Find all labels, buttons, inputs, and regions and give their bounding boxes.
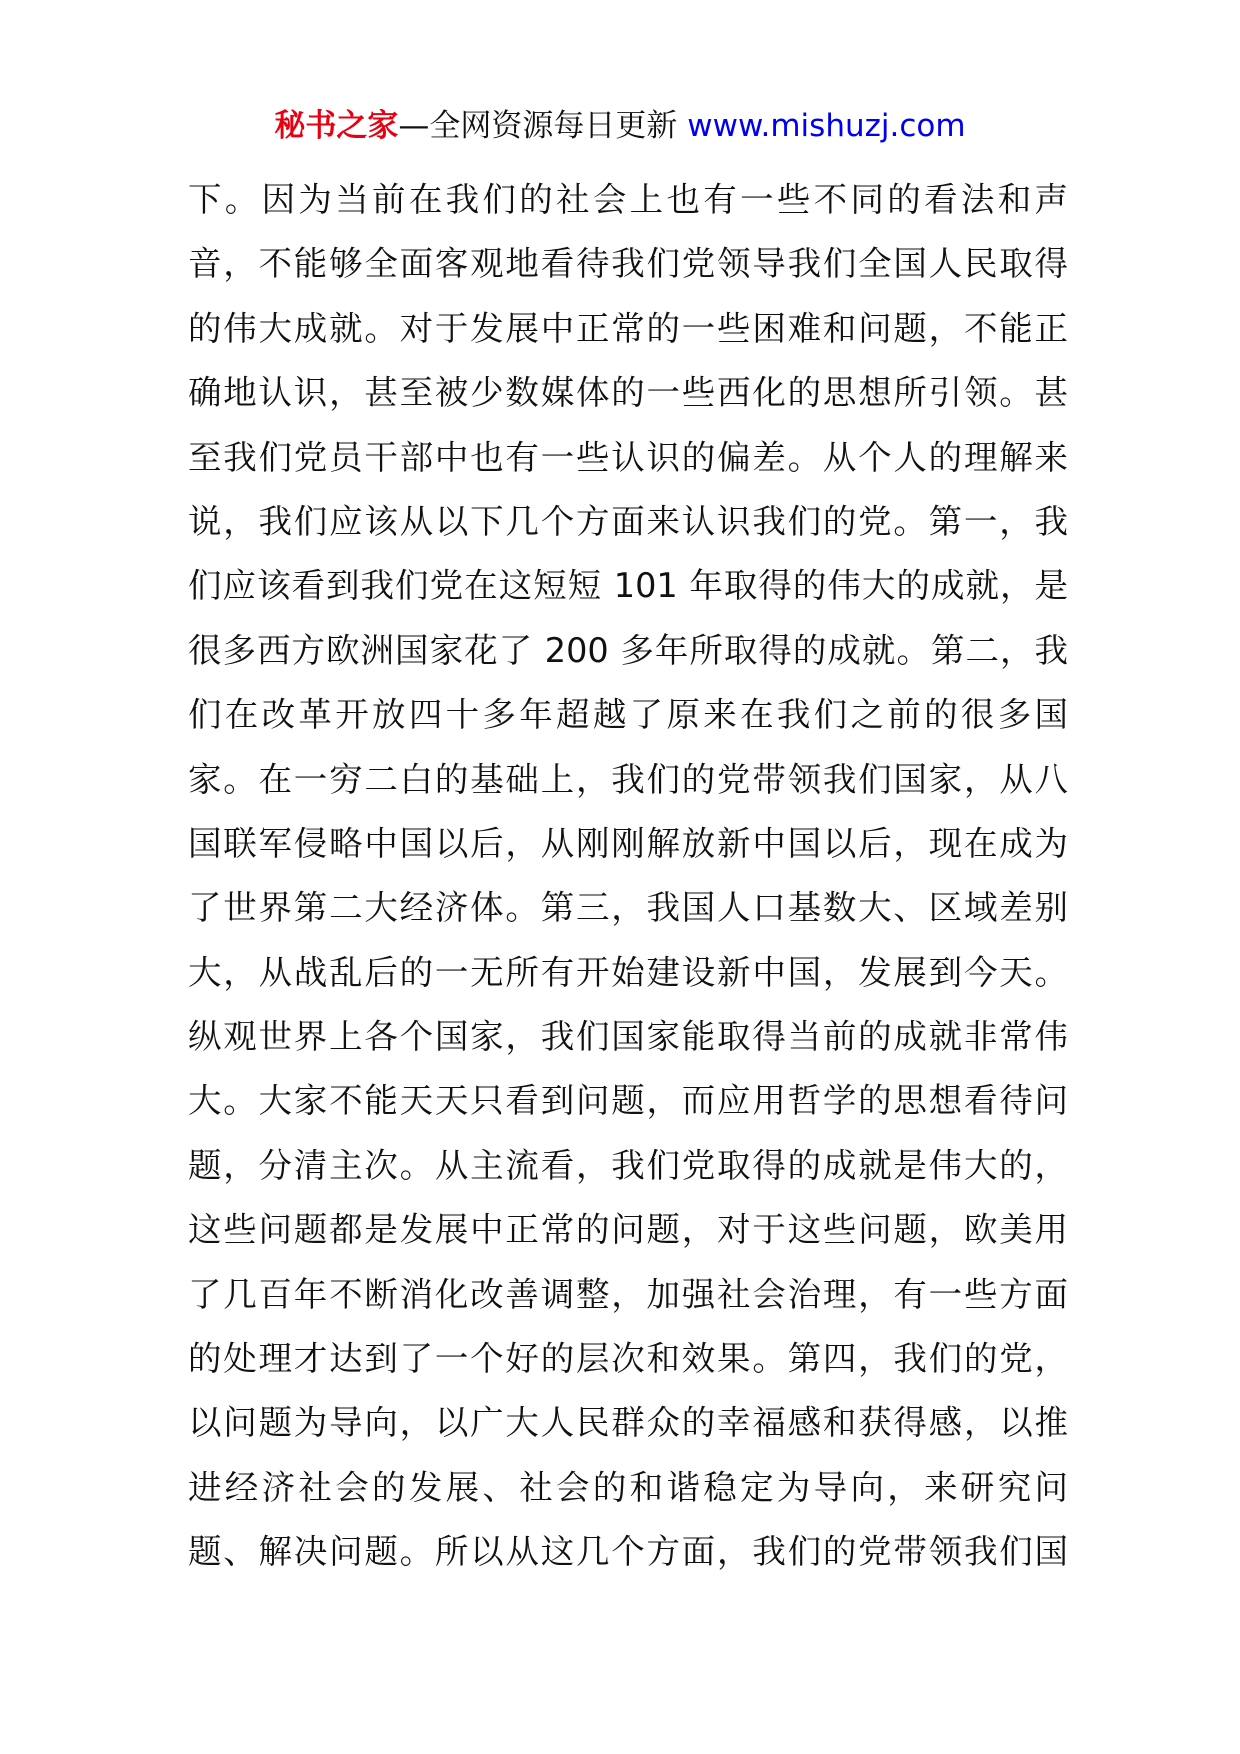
text-line: 至我们党员干部中也有一些认识的偏差。从个人的理解来 xyxy=(188,437,1068,477)
text-line: 们应该看到我们党在这短短 101 年取得的伟大的成就，是 xyxy=(188,566,1068,606)
text-line: 们在改革开放四十多年超越了原来在我们之前的很多国 xyxy=(188,695,1068,735)
text-line: 纵观世界上各个国家，我们国家能取得当前的成就非常伟 xyxy=(188,1017,1068,1057)
page-header xyxy=(0,104,1240,148)
text-line: 题，分清主次。从主流看，我们党取得的成就是伟大的， xyxy=(188,1145,1068,1185)
brand-name: 秘书之家 xyxy=(274,108,399,144)
text-line: 了世界第二大经济体。第三，我国人口基数大、区域差别 xyxy=(188,888,1068,928)
text-line: 的伟大成就。对于发展中正常的一些困难和问题，不能正 xyxy=(188,308,1068,348)
text-line: 以问题为导向，以广大人民群众的幸福感和获得感，以推 xyxy=(188,1403,1068,1443)
header-tagline: —全网资源每日更新 xyxy=(398,108,678,144)
text-line: 音，不能够全面客观地看待我们党领导我们全国人民取得 xyxy=(188,244,1068,284)
text-line: 很多西方欧洲国家花了 200 多年所取得的成就。第二，我 xyxy=(188,630,1068,670)
text-line: 这些问题都是发展中正常的问题，对于这些问题，欧美用 xyxy=(188,1210,1068,1250)
text-line: 题、解决问题。所以从这几个方面，我们的党带领我们国 xyxy=(188,1532,1068,1572)
text-line: 下。因为当前在我们的社会上也有一些不同的看法和声 xyxy=(188,180,1068,219)
website-url: www.mishuzj.com xyxy=(687,108,966,144)
text-line: 大，从战乱后的一无所有开始建设新中国，发展到今天。 xyxy=(188,952,1068,992)
text-line: 家。在一穷二白的基础上，我们的党带领我们国家，从八 xyxy=(188,759,1068,799)
text-line: 了几百年不断消化改善调整，加强社会治理，有一些方面 xyxy=(188,1274,1068,1314)
text-line: 的处理才达到了一个好的层次和效果。第四，我们的党， xyxy=(188,1339,1068,1379)
text-line: 大。大家不能天天只看到问题，而应用哲学的思想看待问 xyxy=(188,1081,1068,1121)
text-line: 进经济社会的发展、社会的和谐稳定为导向，来研究问 xyxy=(188,1467,1068,1507)
body-text xyxy=(188,168,1068,1585)
text-line: 国联军侵略中国以后，从刚刚解放新中国以后，现在成为 xyxy=(188,823,1068,863)
text-line: 确地认识，甚至被少数媒体的一些西化的思想所引领。甚 xyxy=(188,373,1068,413)
text-line: 说，我们应该从以下几个方面来认识我们的党。第一，我 xyxy=(188,501,1068,541)
